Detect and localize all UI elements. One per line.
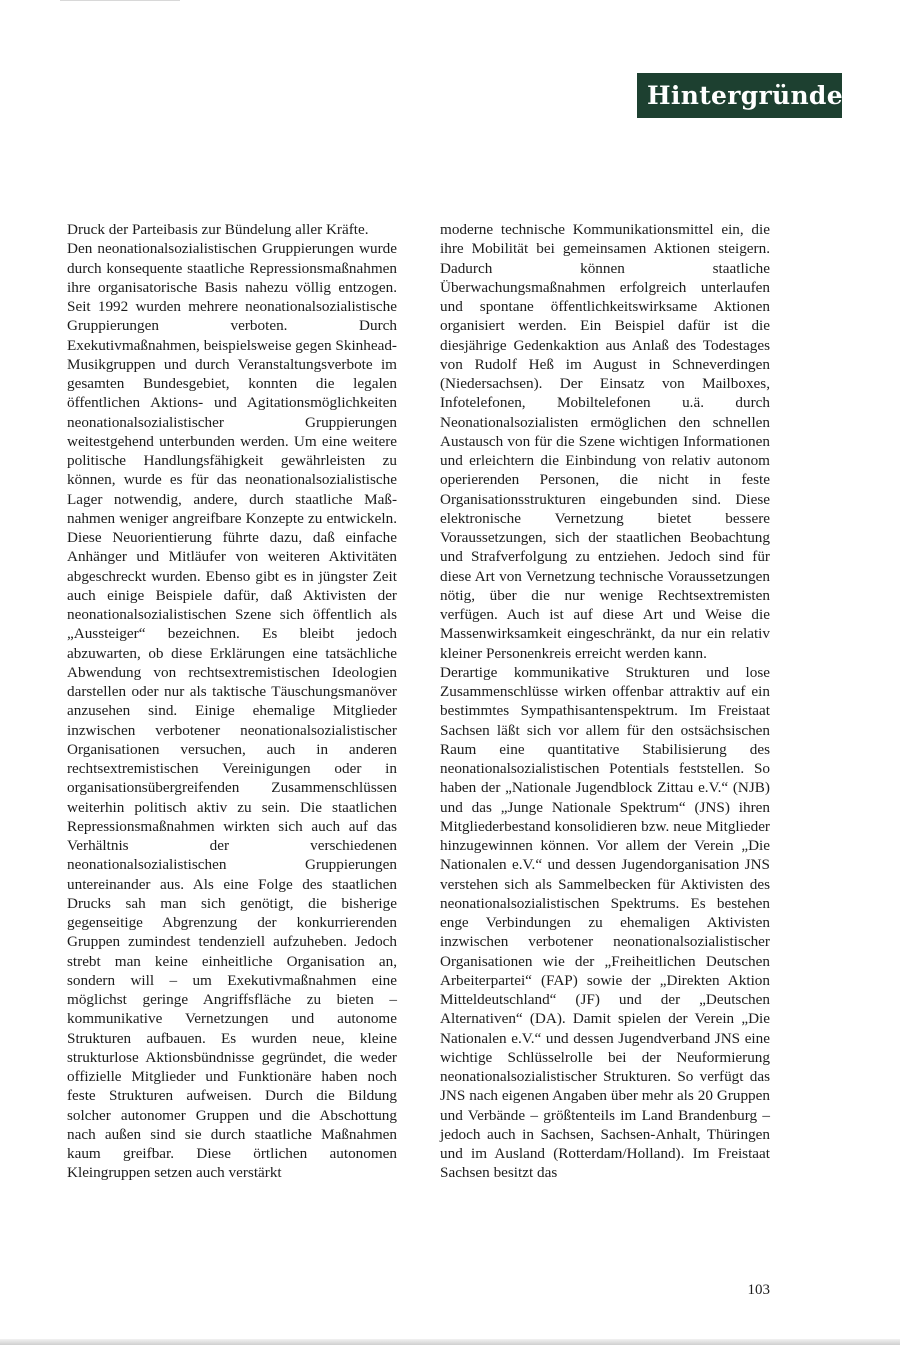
page-edge-shadow <box>0 1339 900 1345</box>
page-number: 103 <box>747 1282 770 1298</box>
left-column <box>67 220 397 1183</box>
paragraph: Druck der Parteibasis zur Bündelung aller Kräfte. <box>67 221 369 238</box>
paragraph: moderne technische Kommunikationsmittel ein, die ihre Mobilität bei gemeinsamen Aktionen steigern. Dadurch können staatliche Überwachungsmaßnahmen erfolgreich unterlaufen und spontane öffentlichkeitswirksame Aktionen organisiert werden. Ein Beispiel dafür ist die diesjährige Gedenkaktion aus Anlaß des Todestages von Rudolf Heß im August in Schneverdingen (Niedersachsen). Der Einsatz von Mailboxes, Infotelefonen, Mobiltelefonen u.ä. durch Neonationalsozialisten ermöglichen den schnellen Austausch von für die Szene wichtigen Informationen und erleichtern die Einbindung von relativ autonom operierenden Personen, die nicht in feste Organisationsstrukturen eingebunden sind. Diese elektronische Vernetzung bietet bessere Voraussetzungen, sich der staatlichen Beobachtung und Strafverfolgung zu entziehen. Jedoch sind für diese Art von Vernetzung technische Voraussetzungen nötig, über die nur wenige Rechtsextremisten verfügen. Auch ist auf diese Art und Weise die Massenwirksamkeit eingeschränkt, da nur ein relativ kleiner Personenkreis erreicht werden kann. <box>440 221 770 662</box>
section-title: Hintergründe <box>647 81 843 110</box>
right-column <box>440 220 770 1183</box>
paragraph: Derartige kommunikative Strukturen und lose Zusammenschlüsse wirken offenbar attraktiv auf ein bestimmtes Sympathisantenspektrum. Im Freistaat Sachsen läßt sich vor allem für den ostsächsischen Raum eine quantitative Stabilisierung des neonationalsozialistischen Potentials feststellen. So haben der „Nationale Jugendblock Zittau e.V.“ (NJB) und das „Junge Nationale Spektrum“ (JNS) ihren Mitgliederbestand konsolidieren bzw. neue Mitglieder hinzugewinnen können. Vor allem der Verein „Die Nationalen e.V.“ und dessen Jugendorganisation JNS verstehen sich als Sammelbecken für Aktivisten des neonationalsozialistischen Spektrums. Es bestehen enge Verbindungen zu ehemaligen Aktivisten inzwischen verbotener neonationalsozialistischer Organisationen wie der „Freiheitlichen Deutschen Arbeiterpartei“ (FAP) sowie der „Direkten Aktion Mitteldeutschland“ (JF) und der „Deutschen Alternativen“ (DA). Damit spielen der Verein „Die Nationalen e.V.“ und dessen Jugendverband JNS eine wichtige Schlüsselrolle bei der Neuformierung neonationalsozialistischer Strukturen. So verfügt das JNS nach eigenen Angaben über mehr als 20 Gruppen und Verbände – größtenteils im Land Brandenburg – jedoch auch in Sachsen, Sachsen-Anhalt, Thüringen und im Ausland (Rotterdam/Holland). Im Freistaat Sachsen besitzt das <box>440 663 770 1182</box>
paragraph: Den neonationalsozialistischen Gruppierungen wurde durch konsequente staatliche Repressionsmaßnahmen ihre organisatorische Basis nahezu völlig entzogen. Seit 1992 wurden mehrere neonationalsozialistische Gruppierungen verboten. Durch Exekutivmaßnahmen, beispielsweise gegen Skinhead-Musikgruppen und durch Veranstaltungsverbote im gesamten Bundesgebiet, konnten die legalen öffentlichen Aktions- und Agitationsmöglichkeiten neonationalsozialistischer Gruppierungen weitestgehend unterbunden werden. Um eine weitere politische Handlungsfähigkeit gewährleisten zu können, wurde es für das neonationalsozialistische Lager notwendig, andere, durch staatliche Maßnahmen weniger angreifbare Konzepte zu entwickeln. Diese Neuorientierung führte dazu, daß einfache Anhänger und Mitläufer von weiteren Aktivitäten abgeschreckt wurden. Ebenso gibt es in jüngster Zeit auch einige Beispiele dafür, daß Aktivisten der neonationalsozialistischen Szene sich öffentlich als „Aussteiger“ bezeichnen. Es bleibt jedoch abzuwarten, ob diese Erklärungen eine tatsächliche Abwendung von rechtsextremistischen Ideologien darstellen oder nur als taktische Täuschungsmanöver anzusehen sind. Einige ehemalige Mitglieder inzwischen verbotener neonationalsozialistischer Organisationen versuchen, auch in anderen rechtsextremistischen Vereinigungen oder in organisationsübergreifenden Zusammenschlüssen weiterhin politisch aktiv zu sein. Die staatlichen Repressionsmaßnahmen wirkten sich auch auf das Verhältnis der verschiedenen neonationalsozialistischen Gruppierungen untereinander aus. Als eine Folge des staatlichen Drucks sah man sich genötigt, die bisherige gegenseitige Abgrenzung der konkurrierenden Gruppen zumindest tendenziell aufzuheben. Jedoch strebt man keine einheitliche Organisation an, sondern will – um Exekutivmaßnahmen eine möglichst geringe Angriffsfläche zu bieten – kommunikative Vernetzungen und autonome Strukturen aufbauen. Es wurden neue, kleine strukturlose Aktionsbündnisse gegründet, die weder offizielle Mitglieder und Funktionäre haben noch feste Strukturen aufweisen. Durch die Bildung solcher autonomer Gruppen und die Abschottung nach außen sind sie durch staatliche Maßnahmen kaum greifbar. Diese örtlichen autonomen Kleingruppen setzen auch verstärkt <box>67 240 397 1182</box>
top-rule <box>60 0 180 1</box>
section-banner <box>637 73 842 118</box>
